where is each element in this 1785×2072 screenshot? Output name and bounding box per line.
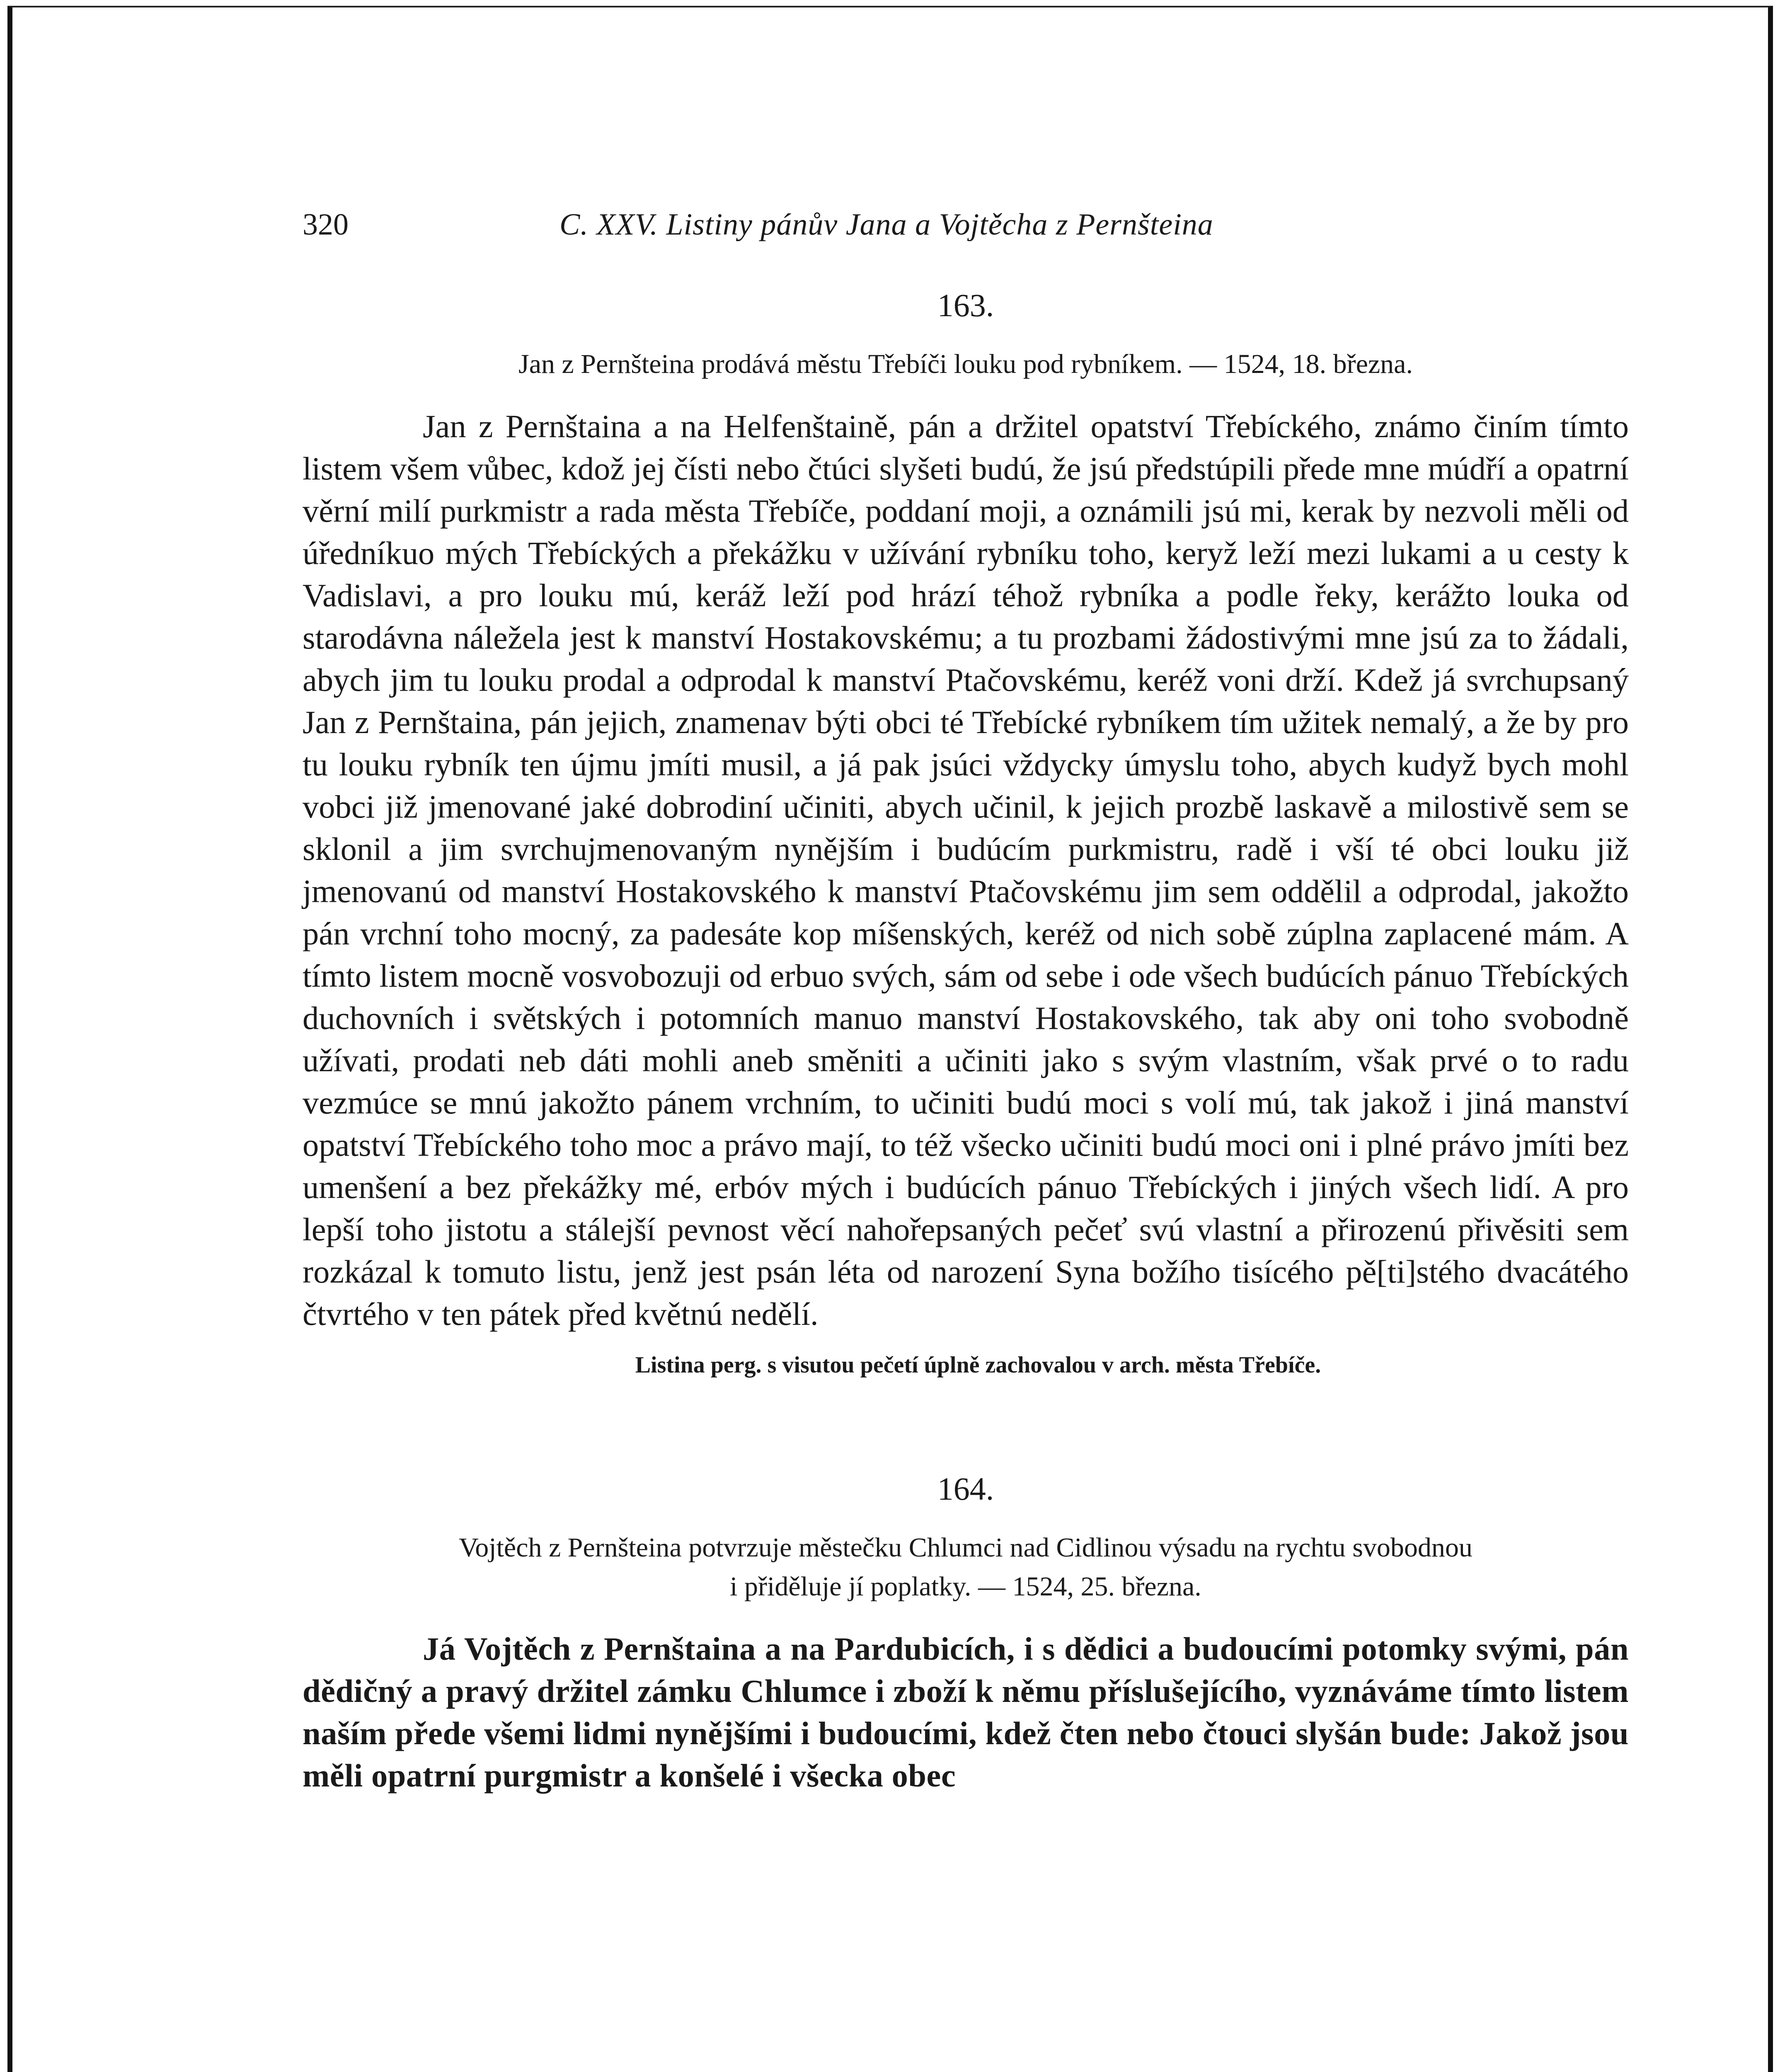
document-heading-163: Jan z Pernšteina prodává městu Třebíči louku pod rybníkem. — 1524, 18. března. xyxy=(518,349,1413,379)
running-head-title: C. XXV. Listiny pánův Jana a Vojtěcha z Pernšteina xyxy=(559,208,1213,242)
document-body-164: Já Vojtěch z Pernštaina a na Pardubicích, i s dědici a budoucími potomky svými, pán dědičný a pravý držitel zámku Chlumce i zboží k němu příslušejícího, vyznáváme tímto listem naším přede všemi lidmi nynějšími i budoucími, kdež čten nebo čtouci slyšán bude: Jakož jsou měli opatrní purgmistr a konšelé i všecka obec xyxy=(303,1631,1629,1794)
document-heading-164-line1: Vojtěch z Pernšteina potvrzuje městečku Chlumci nad Cidlinou výsadu na rychtu svobodnou xyxy=(459,1532,1473,1563)
document-heading-164 xyxy=(319,1528,1612,1606)
running-head xyxy=(303,207,1629,257)
document-number-164: 164. xyxy=(937,1471,994,1507)
document-body-163: Jan z Pernštaina a na Helfenštaině, pán a držitel opatství Třebíckého, známo činím tímto listem všem vůbec, kdož jej čísti nebo čtúci slyšeti budú, že jsú předstúpili přede mne múdří a opatrní věrní milí purkmistr a rada města Třebíče, poddaní moji, a oznámili jsú mi, kerak by nezvoli měli od úředníkuo mých Třebíckých a překážku v užívání rybníku toho, keryž leží mezi lukami a u cesty k Vadislavi, a pro louku mú, keráž leží pod hrází téhož rybníka a podle řeky, kerážto louka od starodávna náležela jest k manství Hostakovskému; a tu prozbami žádostivými mne jsú za to žádali, abych jim tu louku prodal a odprodal k manství Ptačovskému, keréž voni drží. Kdež já svrchupsaný Jan z Pernštaina, pán jejich, znamenav býti obci té Třebícké rybníkem tím užitek nemalý, a že by pro tu louku rybník ten újmu jmíti musil, a já pak jsúci vždycky úmyslu toho, abych kudyž bych mohl vobci již jmenované jaké dobrodiní učiniti, abych učinil, k jejich prozbě laskavě a milostivě sem se sklonil a jim svrchujmenovaným nynějším i budúcím purkmistru, radě i vší té obci louku již jmenovanú od manství Hostakovského k manství Ptačovskému jim sem oddělil a odprodal, jakožto pán vrchní toho mocný, za padesáte kop míšenských, keréž od nich sobě zúplna zaplacené mám. A tímto listem mocně vosvobozuji od erbuo svých, sám od sebe i ode všech budúcích pánuo Třebíckých duchovních i světských i potomních manuo manství Hostakovského, tak aby oni toho svobodně užívati, prodati neb dáti mohli aneb směniti a učiniti jako s svým vlastním, však prvé o to radu vezmúce se mnú jakožto pánem vrchním, to učiniti budú moci s volí mú, tak jakož i jiná manství opatství Třebíckého toho moc a právo mají, to též všecko učiniti budú moci oni i plné právo jmíti bez umenšení a bez překážky mé, erbóv mých i budúcích pánuo Třebíckých i jiných všech lidí. A pro lepší toho jistotu a stálejší pevnost věcí nahořepsaných pečeť svú vlastní a přirozenú přivěsiti sem rozkázal k tomuto listu, jenž jest psán léta od narození Syna božího tisícého pě[ti]stého dvacátého čtvrtého v ten pátek před květnú nedělí. xyxy=(303,408,1629,1332)
document-number-163: 163. xyxy=(937,287,994,323)
document-page xyxy=(303,207,1629,1797)
document-heading-164-line2: i přiděluje jí poplatky. — 1524, 25. března. xyxy=(730,1571,1201,1602)
source-note-163: Listina perg. s visutou pečetí úplně zachovalou v arch. města Třebíče. xyxy=(635,1352,1321,1378)
page-number: 320 xyxy=(303,208,349,242)
section-gap xyxy=(303,1378,1629,1440)
